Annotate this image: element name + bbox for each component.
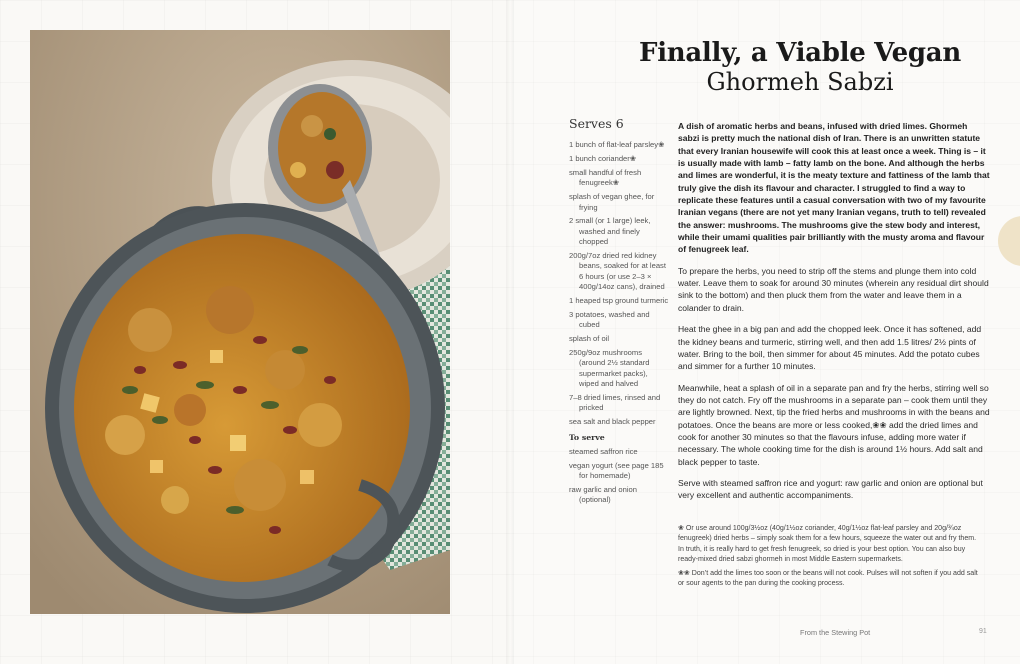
page-gutter [506, 0, 514, 664]
title-line-2: Ghormeh Sabzi [706, 68, 894, 96]
ingredient-item: 3 potatoes, washed and cubed [569, 309, 650, 330]
to-serve-heading: To serve [569, 433, 605, 443]
ingredient-item: sea salt and black pepper [569, 417, 656, 427]
method-step: Heat the ghee in a big pan and add the chopped leek. Once it has softened, add the kidney beans and turmeric, stirring well, and then add 1.5 litres/ 2½ pints of water. Bring to the boil, then simmer for about 45 minutes. Add the potato cubes and simmer for a further 10 minutes. [678, 324, 982, 372]
ingredient-item: 250g/9oz mushrooms (around 2½ standard supermarket packs), wiped and halved [569, 347, 650, 389]
serves-label: Serves 6 [569, 116, 624, 131]
dish-photo [30, 30, 450, 614]
ingredients-column [569, 116, 669, 509]
serve-item: steamed saffron rice [569, 446, 638, 456]
recipe-title [600, 38, 1000, 96]
section-footer: From the Stewing Pot [800, 628, 871, 637]
recipe-body [678, 120, 990, 511]
title-line-1: Finally, a Viable Vegan [639, 38, 961, 68]
ingredient-item: splash of vegan ghee, for frying [569, 192, 655, 212]
page-number: 91 [979, 628, 987, 635]
serve-item: raw garlic and onion (optional) [569, 484, 637, 505]
footnotes [678, 524, 980, 592]
ingredient-item: splash of oil [569, 334, 610, 344]
ingredient-item: 2 small (or 1 large) leek, washed and finely chopped [569, 216, 651, 247]
ingredient-item: 7–8 dried limes, rinsed and pricked [569, 392, 661, 413]
ingredient-item: 1 bunch of flat-leaf parsley❀ [569, 140, 665, 150]
stew [74, 234, 410, 582]
ingredient-item: 200g/7oz dried red kidney beans, soaked for at least 6 hours (or use 2–3 × 400g/14oz cans), drained [569, 251, 666, 292]
method-step: Serve with steamed saffron rice and yogurt: raw garlic and onion are optional but very excellent and authentic accompaniments. [678, 477, 983, 501]
ingredient-item: 1 bunch coriander❀ [569, 154, 637, 164]
serve-item: vegan yogurt (see page 185 for homemade) [569, 460, 664, 481]
ingredient-item: 1 heaped tsp ground turmeric [569, 296, 669, 306]
footnote: ❀ Or use around 100g/3½oz (40g/1½oz coriander, 40g/1½oz flat-leaf parsley and 20g/¾oz fenugreek) dried herbs – simply soak them for a few hours, squeeze the water out and fry them. In truth, it is really hard to get fresh fenugreek, so dried is your best option. You can also buy ready-mixed dried sabzi ghormeh in most Middle Eastern supermarkets. [678, 525, 977, 564]
footnote: ❀❀ Don’t add the limes too soon or the beans will not cook. Pulses will not soften if you add salt or sour agents to the pan during the cooking process. [678, 569, 978, 588]
method-step: To prepare the herbs, you need to strip off the stems and plunge them into cold water. Leave them to soak for around 30 minutes (wherein any residual dirt should sink to the bottom) and then pluck them from the water and leave them in a colander to drain. [678, 265, 989, 313]
ingredient-item: small handful of fresh fenugreek❀ [569, 168, 642, 188]
intro-paragraph: A dish of aromatic herbs and beans, infused with dried limes. Ghormeh sabzi is pretty much the national dish of Iran. There is an unwritten statute that every Iranian housewife will cook this at least once a week. Thing is – it is usually made with lamb – fatty lamb on the bone. And although the herbs and limes are wonderful, it is the meaty texture and fattiness of the lamb that truly give the dish its flavour and character. I struggled to find a way to replicate these features until a casual conversation with two of my favourite Iranian vegans (there are not yet many Iranian vegans, truth to tell) revealed the answer: mushrooms. The mushrooms give the stew body and interest, while their umami qualities pair brilliantly with the musty aroma and flavour of fenugreek leaf. [678, 121, 990, 255]
method-step: Meanwhile, heat a splash of oil in a separate pan and fry the herbs, stirring well so they do not catch. Fry off the mushrooms in a separate pan – cook them until they are lightly browned. Next, tip the fried herbs and mushrooms in with the beans and potatoes. Once the beans are more or less cooked,❀❀ add the dried limes and cook for another 30 minutes so that the flavours infuse, adding more water if necessary. The whole cooking time for the dish is around 1½ hours. Add salt and black pepper to taste. [678, 382, 990, 467]
